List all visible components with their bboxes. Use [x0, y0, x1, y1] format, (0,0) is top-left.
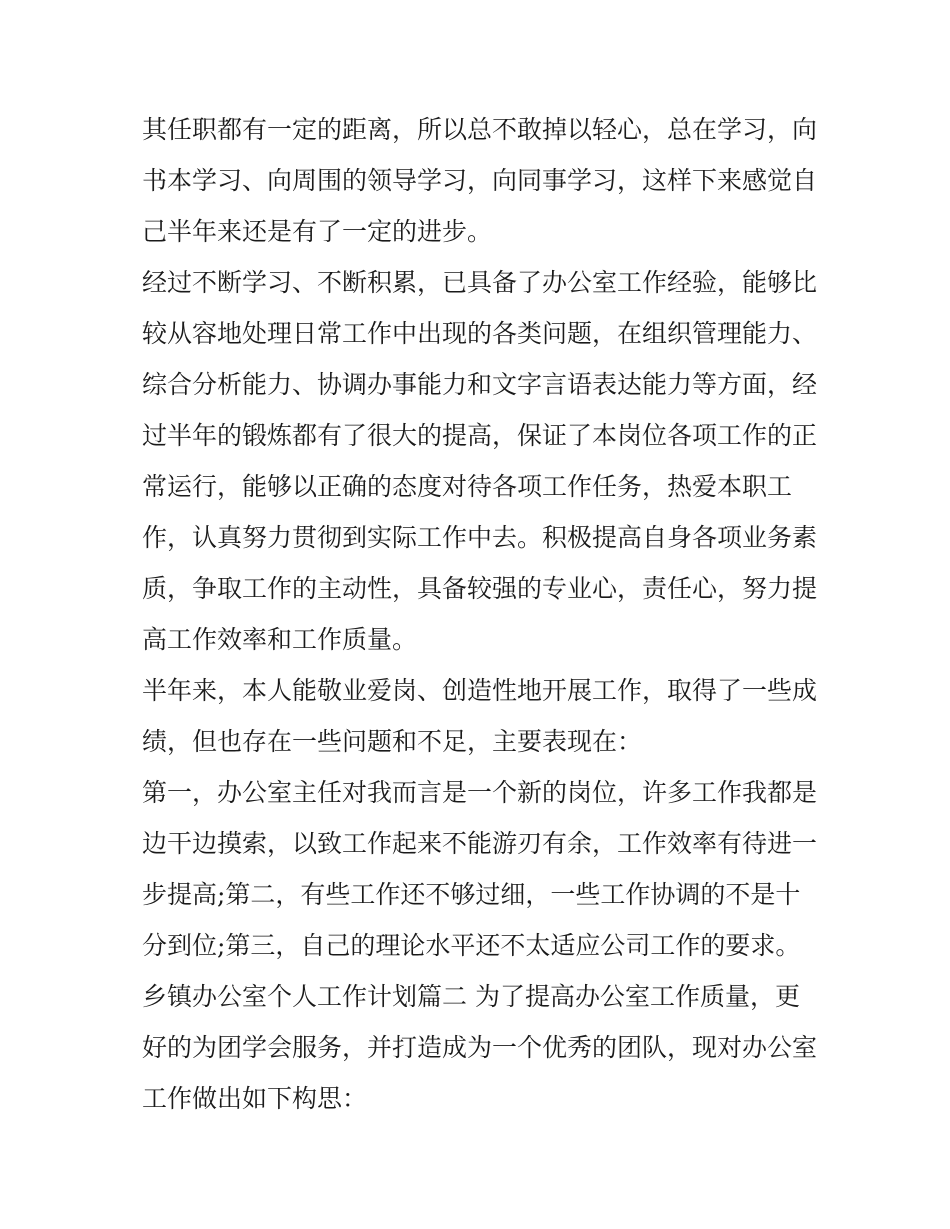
paragraph-1 [142, 104, 818, 257]
text-line: 好的为团学会服务，并打造成为一个优秀的团队，现对办公室 [142, 1033, 818, 1062]
text-line: 高工作效率和工作质量。 [142, 625, 418, 654]
text-line: 其任职都有一定的距离，所以总不敢掉以轻心，总在学习，向 [142, 115, 818, 144]
text-line: 分到位;第三，自己的理论水平还不太适应公司工作的要求。 [142, 931, 801, 960]
text-line: 己半年来还是有了一定的进步。 [142, 217, 493, 246]
text-line: 书本学习、向周围的领导学习，向同事学习，这样下来感觉自 [142, 166, 818, 195]
text-line: 质，争取工作的主动性，具备较强的专业心，责任心，努力提 [142, 574, 818, 603]
text-line: 常运行，能够以正确的态度对待各项工作任务，热爱本职工 [142, 472, 793, 501]
text-line: 边干边摸索，以致工作起来不能游刃有余，工作效率有待进一 [142, 829, 818, 858]
paragraph-5 [142, 971, 818, 1124]
text-line: 工作做出如下构思： [142, 1084, 368, 1113]
text-line: 乡镇办公室个人工作计划篇二 为了提高办公室工作质量，更 [142, 982, 800, 1011]
text-line: 经过不断学习、不断积累，已具备了办公室工作经验，能够比 [142, 268, 818, 297]
text-line: 综合分析能力、协调办事能力和文字言语表达能力等方面，经 [142, 370, 818, 399]
paragraph-3 [142, 665, 818, 767]
text-line: 半年来，本人能敬业爱岗、创造性地开展工作，取得了一些成 [142, 676, 818, 705]
paragraph-2 [142, 257, 818, 665]
text-line: 较从容地处理日常工作中出现的各类问题，在组织管理能力、 [142, 319, 818, 348]
document-body [142, 104, 818, 1124]
text-line: 作，认真努力贯彻到实际工作中去。积极提高自身各项业务素 [142, 523, 818, 552]
text-line: 绩，但也存在一些问题和不足，主要表现在： [142, 727, 643, 756]
text-line: 第一，办公室主任对我而言是一个新的岗位，许多工作我都是 [142, 778, 818, 807]
paragraph-4 [142, 767, 818, 971]
text-line: 步提高;第二，有些工作还不够过细，一些工作协调的不是十 [142, 880, 801, 909]
text-line: 过半年的锻炼都有了很大的提高，保证了本岗位各项工作的正 [142, 421, 818, 450]
